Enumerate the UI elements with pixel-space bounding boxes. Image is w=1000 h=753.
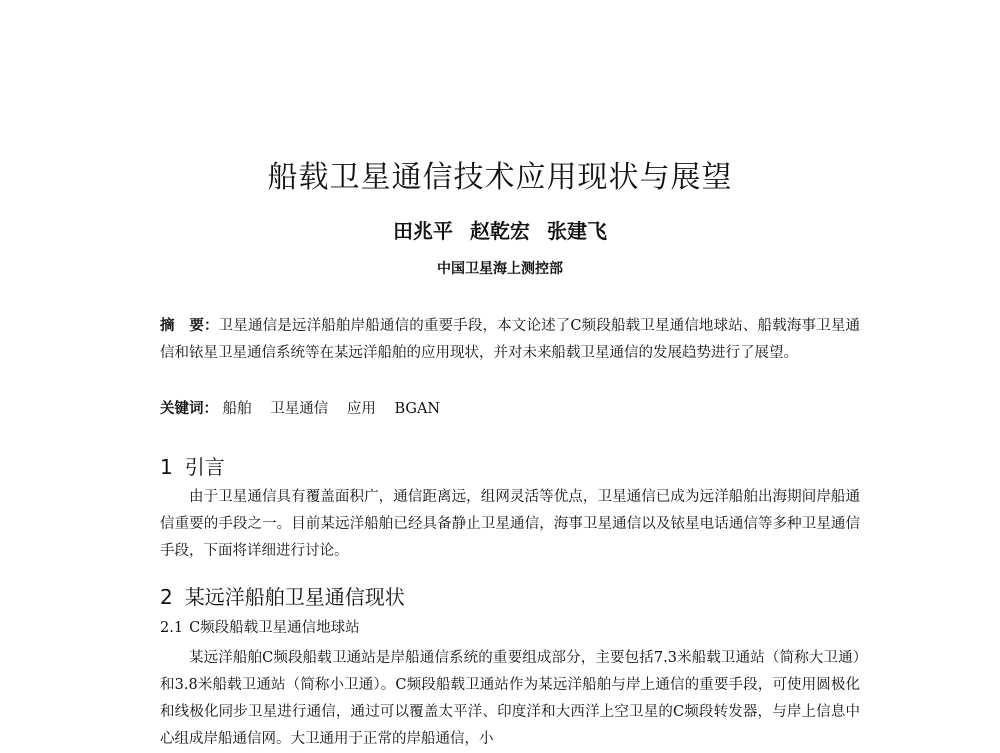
keyword: BGAN bbox=[394, 401, 441, 417]
section-title: 某远洋船舶卫星通信现状 bbox=[184, 585, 405, 609]
abstract-label: 摘 要： bbox=[160, 318, 219, 334]
subsection-number: 2.1 bbox=[160, 620, 184, 636]
section-heading-2 bbox=[160, 581, 405, 610]
keyword: 应用 bbox=[346, 401, 376, 417]
abstract-text: 卫星通信是远洋船舶岸船通信的重要手段，本文论述了C频段船载卫星通信地球站、船载海事卫星通信和铱星卫星通信系统等在某远洋船舶的应用现状，并对未来船载卫星通信的发展趋势进行了展望。 bbox=[160, 318, 861, 361]
paper-authors: 田兆平 赵乾宏 张建飞 bbox=[393, 219, 607, 243]
section-title: 引言 bbox=[184, 455, 225, 479]
abstract bbox=[160, 313, 860, 367]
section-2-1-paragraph: 某远洋船舶C频段船载卫通站是岸船通信系统的重要组成部分，主要包括7.3米船载卫通站（简称大卫通）和3.8米船载卫通站（简称小卫通）。C频段船载卫通站作为某远洋船舶与岸上通信的重要手段，可使用圆极化和线极化同步卫星进行通信，通过可以覆盖太平洋、印度洋和大西洋上空卫星的C频段转发器，与岸上信息中心组成岸船通信网。大卫通用于正常的岸船通信，小 bbox=[160, 650, 860, 747]
keywords bbox=[160, 396, 860, 423]
subsection-heading-2-1 bbox=[160, 616, 360, 637]
keywords-label: 关键词： bbox=[160, 401, 218, 417]
section-number: 1 bbox=[160, 455, 173, 479]
section-1-paragraph: 由于卫星通信具有覆盖面积广，通信距离远，组网灵活等优点，卫星通信已成为远洋船舶出海期间岸船通信重要的手段之一。目前某远洋船舶已经具备静止卫星通信，海事卫星通信以及铱星电话通信等多种卫星通信手段，下面将详细进行讨论。 bbox=[160, 489, 860, 559]
paper-title: 船载卫星通信技术应用现状与展望 bbox=[267, 160, 733, 195]
keyword: 卫星通信 bbox=[270, 401, 329, 417]
subsection-title: C频段船载卫星通信地球站 bbox=[189, 620, 360, 636]
keyword: 船舶 bbox=[222, 401, 252, 417]
paper-affiliation: 中国卫星海上测控部 bbox=[437, 261, 563, 277]
section-heading-1 bbox=[160, 451, 225, 480]
section-number: 2 bbox=[160, 585, 173, 609]
